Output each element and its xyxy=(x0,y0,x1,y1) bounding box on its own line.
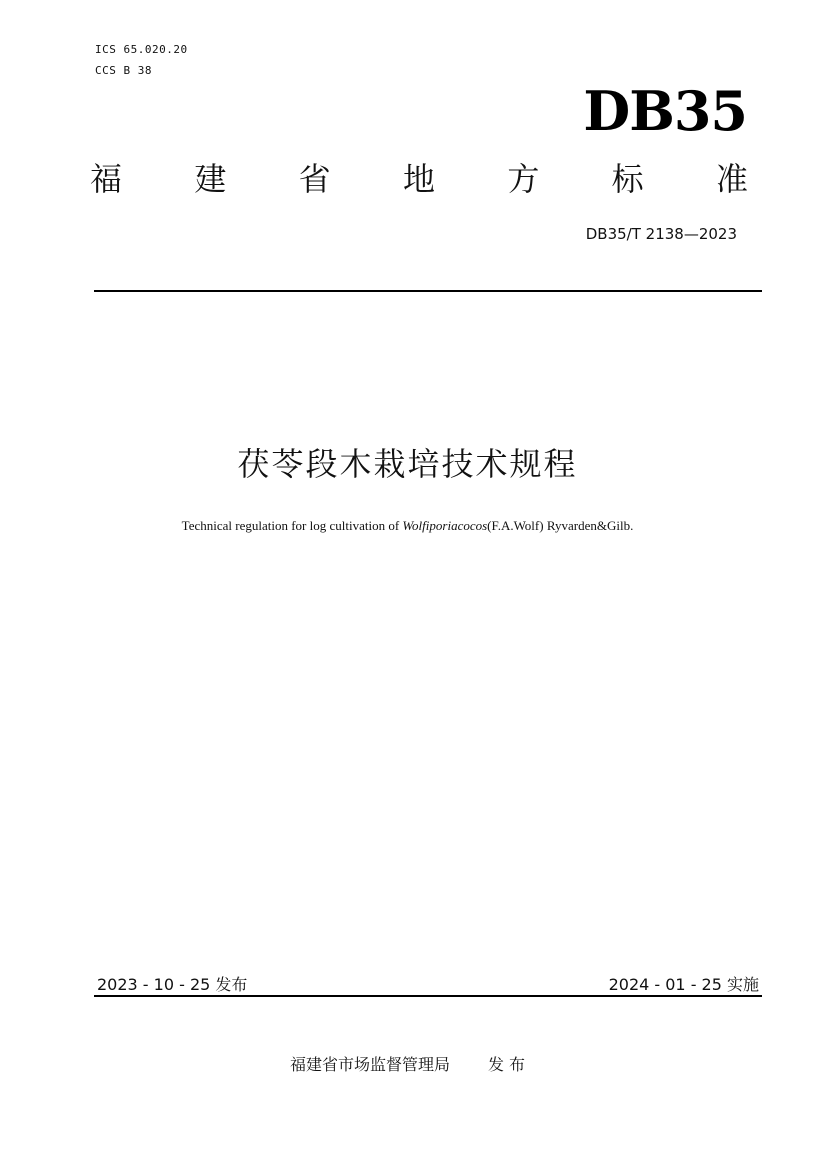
ics-code: ICS 65.020.20 xyxy=(95,43,188,56)
implementation-date: 2024 - 01 - 25 实施 xyxy=(608,975,759,994)
footer-divider xyxy=(94,995,762,997)
standard-number: DB35/T 2138—2023 xyxy=(585,225,737,243)
standard-type-char: 省 xyxy=(298,160,331,198)
standard-type-heading xyxy=(90,157,748,201)
issuer-name: 福建省市场监督管理局 xyxy=(289,1055,450,1074)
title-english-species: Wolfiporiacocos xyxy=(402,518,488,533)
standard-type-char: 准 xyxy=(715,160,748,198)
standard-type-char: 建 xyxy=(194,160,227,198)
standard-type-char: 标 xyxy=(611,160,644,198)
standard-type-char: 地 xyxy=(402,160,435,198)
document-title-chinese: 茯苓段木栽培技术规程 xyxy=(237,445,578,483)
header-divider xyxy=(94,290,762,292)
title-english-suffix: (F.A.Wolf) Ryvarden&Gilb. xyxy=(487,518,634,533)
title-english-prefix: Technical regulation for log cultivation of xyxy=(181,518,403,533)
db35-logo: DB35 xyxy=(583,79,747,143)
issuer-action: 发 布 xyxy=(487,1055,526,1074)
standard-type-char: 方 xyxy=(507,160,540,198)
standard-type-char: 福 xyxy=(90,160,123,198)
issuer-line xyxy=(0,1054,815,1076)
publish-date: 2023 - 10 - 25 发布 xyxy=(97,975,248,994)
ccs-code: CCS B 38 xyxy=(95,64,152,77)
document-title-english xyxy=(0,517,815,535)
